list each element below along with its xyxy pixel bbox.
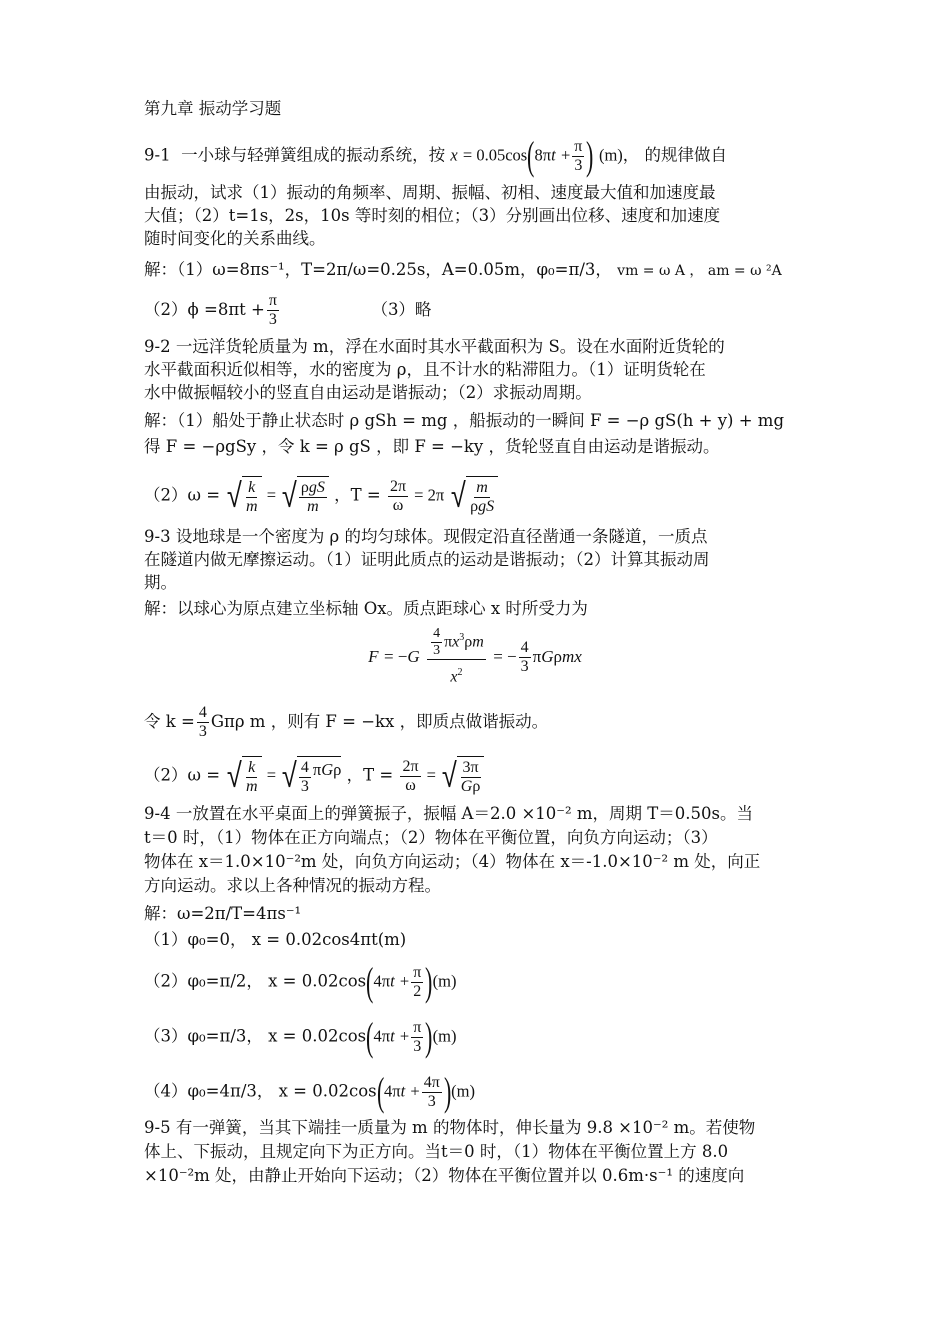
chapter-title: 第九章 振动学习题 <box>144 99 282 118</box>
solution-9-3-line-3: （2）ω = √ $\frac{k}{m}$ = √ $\frac{4}{3}$ π G ρ ，T = $\frac{2\pi}{\omega}$ = √ $\frac{3\pi}{G\rho}$ <box>144 756 484 796</box>
solution-9-4-case-1: （1）φ₀=0， x = 0.02cos4πt(m) <box>144 930 407 949</box>
problem-9-3-line-2: 在隧道内做无摩擦运动。（1）证明此质点的运动是谐振动；（2）计算其振动周 <box>144 550 710 569</box>
problem-9-5-line-3: ×10⁻²m 处，由静止开始向下运动；（2）物体在平衡位置并以 0.6m·s⁻¹ 的速度向 <box>144 1166 745 1185</box>
solution-text: 解：（1）ω=8πs⁻¹，T=2π/ω=0.25s，A=0.05m，φ₀=π/3， <box>144 260 612 279</box>
problem-9-4-line-4: 方向运动。求以上各种情况的振动方程。 <box>144 876 441 895</box>
solution-text: （2）ω = <box>144 485 221 505</box>
solution-text: （2）φ₀=π/2， x = 0.02cos <box>144 971 367 991</box>
solution-text: Gπρ m ，则有 F = −kx ，即质点做谐振动。 <box>210 712 549 731</box>
problem-9-2-line-3: 水中做振幅较小的竖直自由运动是谐振动；（2）求振动周期。 <box>144 383 592 402</box>
solution-formula: vm = ω A ， am = ω ²A <box>617 263 782 279</box>
solution-9-3-line-2: 令 k = $\frac{4}{3}$ Gπρ m ，则有 F = −kx ，即质点做谐振动。 <box>144 704 549 740</box>
solution-text: （3）略 <box>371 300 432 319</box>
problem-9-3-line-1: 9-3 设地球是一个密度为 ρ 的均匀球体。现假定沿直径凿通一条隧道，一质点 <box>144 527 708 546</box>
problem-9-4-line-3: 物体在 x＝1.0×10⁻²m 处，向负方向运动；（4）物体在 x＝-1.0×10⁻² m 处，向正 <box>144 852 761 871</box>
solution-9-2-line-1: 解：（1）船处于静止状态时 ρ gSh = mg ，船振动的一瞬间 F = −ρ gS(h + y) + mg <box>144 411 785 430</box>
problem-9-2-line-1: 9-2 一远洋货轮质量为 m，浮在水面时其水平截面积为 S。设在水面附近货轮的 <box>144 337 725 356</box>
solution-text: （4）φ₀=4π/3， x = 0.02cos <box>144 1081 377 1101</box>
solution-9-4-case-3: （3）φ₀=π/3， x = 0.02cos(4πt + $\frac{\pi}{3}$ )(m) <box>144 1014 457 1059</box>
solution-9-4-line-1: 解：ω=2π/T=4πs⁻¹ <box>144 904 302 923</box>
problem-text: 的规律做自 <box>644 145 728 165</box>
problem-9-5-line-1: 9-5 有一弹簧，当其下端挂一质量为 m 的物体时，伸长量为 9.8 ×10⁻² m。若使物 <box>144 1118 756 1137</box>
solution-9-4-case-4: （4）φ₀=4π/3， x = 0.02cos(4πt + $\frac{4\pi}{3}$ )(m) <box>144 1069 475 1114</box>
solution-9-1-line-2: （2）ϕ =8πt + $\frac{\pi}{3}$ （3）略 <box>144 292 432 328</box>
solution-9-2-line-3: （2）ω = √ $\frac{k}{m}$ = √ $\frac{\text{ρgS}}{m}$ ，T = $\frac{2\pi}{\omega}$ = 2π √ $\frac{m}{\text{ρgS}}$ <box>144 476 498 516</box>
solution-text: （2）ϕ =8πt + <box>144 300 265 319</box>
problem-9-2-line-2: 水平截面积近似相等，水的密度为 ρ，且不计水的粘滞阻力。（1）证明货轮在 <box>144 360 706 379</box>
problem-text: 一小球与轻弹簧组成的振动系统，按 <box>181 145 446 165</box>
problem-9-4-line-1: 9-4 一放置在水平桌面上的弹簧振子，振幅 A＝2.0 ×10⁻² m，周期 T＝0.50s。当 <box>144 804 753 823</box>
solution-text: ，T = <box>346 765 394 785</box>
problem-9-1-line-3: 大值；（2）t=1s，2s，10s 等时刻的相位；（3）分别画出位移、速度和加速度 <box>144 206 721 225</box>
problem-9-1-line-4: 随时间变化的关系曲线。 <box>144 229 326 248</box>
force-equation: F = −G $\frac{4}{3}$ $\pi x^3\rho m$ $x^2$ = − $\frac{4}{3}$ πGρmx <box>368 626 582 686</box>
solution-text: （2）ω = <box>144 765 221 785</box>
solution-9-4-case-2: （2）φ₀=π/2， x = 0.02cos(4πt + $\frac{\pi}{2}$ )(m) <box>144 959 457 1004</box>
solution-9-3-line-1: 解：以球心为原点建立坐标轴 Ox。质点距球心 x 时所受力为 <box>144 599 588 618</box>
problem-9-5-line-2: 体上、下振动，且规定向下为正方向。当t＝0 时，（1）物体在平衡位置上方 8.0 <box>144 1142 729 1161</box>
problem-label: 9-1 <box>144 145 171 165</box>
problem-9-1-line-1: 9-1 一小球与轻弹簧组成的振动系统，按 x = 0.05cos(8πt + $\frac{\pi}{3}$ ) (m)， 的规律做自 <box>144 133 728 178</box>
problem-9-4-line-2: t＝0 时，（1）物体在正方向端点；（2）物体在平衡位置，向负方向运动；（3） <box>144 828 718 847</box>
solution-9-2-line-2: 得 F = −ρgSy ，令 k = ρ gS ，即 F = −ky ，货轮竖直自由运动是谐振动。 <box>144 437 720 456</box>
solution-text: 令 k = <box>144 712 195 731</box>
solution-text: （3）φ₀=π/3， x = 0.02cos <box>144 1026 367 1046</box>
problem-9-3-line-3: 期。 <box>144 573 177 592</box>
solution-9-1-line-1 <box>144 259 782 282</box>
solution-text: ，T = <box>334 485 381 505</box>
problem-9-1-line-2: 由振动，试求（1）振动的角频率、周期、振幅、初相、速度最大值和加速度最 <box>144 183 716 202</box>
